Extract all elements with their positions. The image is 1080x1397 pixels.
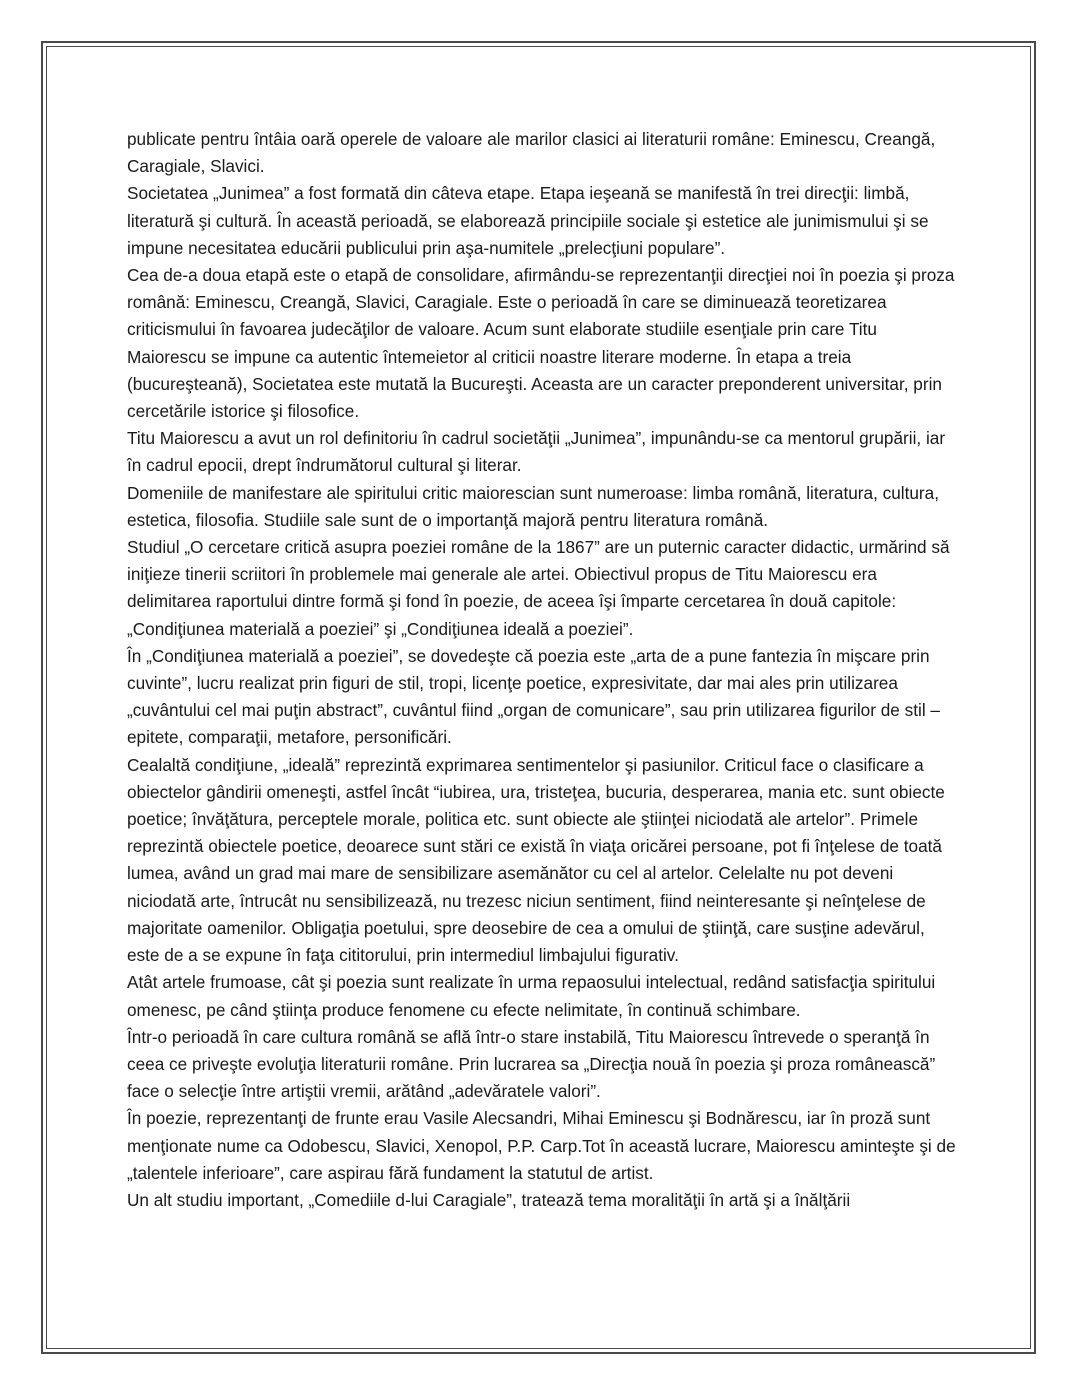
paragraph: Societatea „Junimea” a fost formată din câteva etape. Etapa ieşeană se manifestă în trei direcţii: limbă, literatură şi cultură. În această perioadă, se elaborează principiile sociale şi estetice ale junimismului şi se impune necesitatea educării publicului prin aşa-numitele „prelecţiuni populare”. [127,183,929,258]
paragraph: Domeniile de manifestare ale spiritului critic maiorescian sunt numeroase: limba română, literatura, cultura, estetica, filosofia. Studiile sale sunt de o importanţă majoră pentru literatura română. [127,482,939,530]
document-body [127,126,957,1214]
paragraph: Un alt studiu important, „Comediile d-lui Caragiale”, tratează tema moralităţii în artă şi a înălţării [127,1189,851,1210]
paragraph: publicate pentru întâia oară operele de valoare ale marilor clasici ai literaturii române: Eminescu, Creangă, Caragiale, Slavici. [127,129,936,177]
paragraph: Într-o perioadă în care cultura română se află într-o stare instabilă, Titu Maiorescu întrevede o speranţă în ceea ce priveşte evoluţia literaturii române. Prin lucrarea sa „Direcţia nouă în poezia şi proza românească” face o selecţie între artiştii vremii, arătând „adevăratele valori”. [127,1026,936,1102]
paragraph: Titu Maiorescu a avut un rol definitoriu în cadrul societăţii „Junimea”, impunându-se ca mentorul grupării, iar în cadrul epocii, drept îndrumătorul cultural şi literar. [127,428,946,476]
paragraph: Atât artele frumoase, cât şi poezia sunt realizate în urma repaosului intelectual, redând satisfacţia spiritului omenesc, pe când ştiinţa produce fenomene cu efecte nelimitate, în continuă schimbare. [127,972,936,1020]
paragraph: În poezie, reprezentanţi de frunte erau Vasile Alecsandri, Mihai Eminescu şi Bodnărescu, iar în proză sunt menţionate nume ca Odobescu, Slavici, Xenopol, P.P. Carp.Tot în această lucrare, Maiorescu aminteşte şi de „talentele inferioare”, care aspirau fără fundament la statutul de artist. [127,1108,956,1183]
paragraph: Cealaltă condiţiune, „ideală” reprezintă exprimarea sentimentelor şi pasiunilor. Criticul face o clasificare a obiectelor gândirii omeneşti, astfel încât “iubirea, ura, tristeţea, bucuria, desperarea, mania etc. sunt obiecte poetice; învăţătura, perceptele morale, politica etc. sunt obiecte ale ştiinţei niciodată ale artelor”. Primele reprezintă obiectele poetice, deoarece sunt stări ce există în viaţa oricărei persoane, pot fi înţelese de toată lumea, având un grad mai mare de sensibilizare asemănător cu cel al artelor. Celelalte nu pot deveni niciodată arte, întrucât nu sensibilizează, nu trezesc niciun sentiment, fiind neinteresante şi neînţelese de majoritate oamenilor. Obligaţia poetului, spre deosebire de cea a omului de ştiinţă, care susţine adevărul, este de a se expune în faţa cititorului, prin intermediul limbajului figurativ. [127,754,945,966]
paragraph: Cea de-a doua etapă este o etapă de consolidare, afirmându-se reprezentanţii direcţiei noi în poezia şi proza română: Eminescu, Creangă, Slavici, Caragiale. Este o perioadă în care se diminuează teoretizarea criticismului în favoarea judecăţilor de valoare. Acum sunt elaborate studiile esenţiale prin care Titu Maiorescu se impune ca autentic întemeietor al criticii noastre literare moderne. În etapa a treia (bucureşteană), Societatea este mutată la Bucureşti. Aceasta are un caracter preponderent universitar, prin cercetările istorice şi filosofice. [127,265,955,422]
paragraph: Studiul „O cercetare critică asupra poeziei române de la 1867” are un puternic caracter didactic, urmărind să iniţieze tinerii scriitori în problemele mai generale ale artei. Obiectivul propus de Titu Maiorescu era delimitarea raportului dintre formă şi fond în poezie, de aceea îşi împarte cercetarea în două capitole: „Condiţiunea materială a poeziei” şi „Condiţiunea ideală a poeziei”. [127,537,950,639]
paragraph: În „Condiţiunea materială a poeziei”, se dovedeşte că poezia este „arta de a pune fantezia în mişcare prin cuvinte”, lucru realizat prin figuri de stil, tropi, licenţe poetice, expresivitate, dar mai ales prin utilizarea „cuvântului cel mai puţin abstract”, cuvântul fiind „organ de comunicare”, sau prin utilizarea figurilor de stil – epitete, comparaţii, metafore, personificări. [127,645,940,748]
